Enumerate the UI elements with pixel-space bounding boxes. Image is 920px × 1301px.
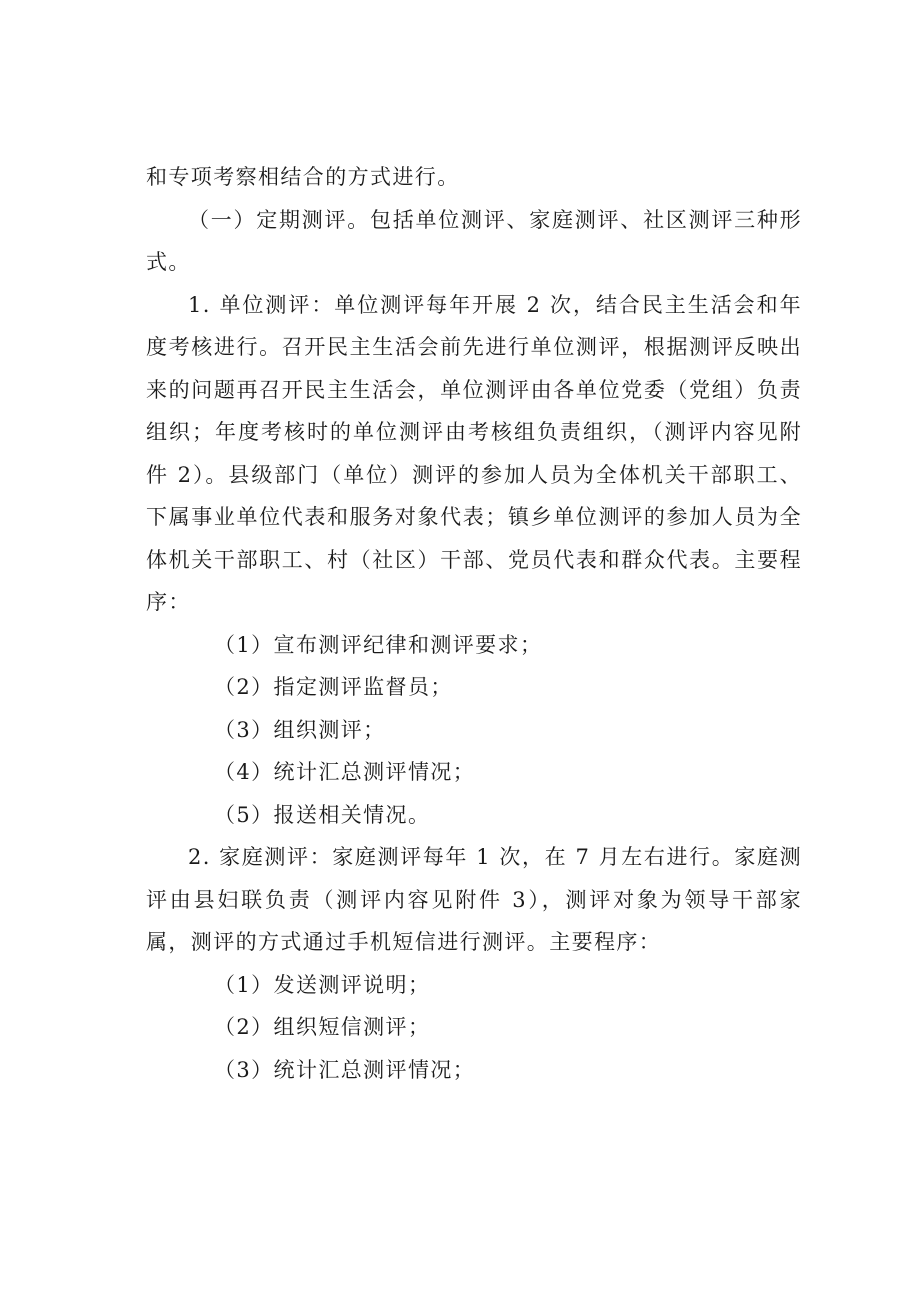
document-body — [146, 156, 802, 1091]
procedure-step: （2）指定测评监督员； — [214, 675, 453, 699]
item-unit-evaluation: 1. 单位测评：单位测评每年开展 2 次，结合民主生活会和年度考核进行。召开民主生活会前先进行单位测评，根据测评反映出来的问题再召开民主生活会，单位测评由各单位党委（党组）负责组织；年度考核时的单位测评由考核组负责组织，（测评内容见附件 2）。县级部门（单位）测评的参加人员为全体机关干部职工、下属事业单位代表和服务对象代表；镇乡单位测评的参加人员为全体机关干部职工、村（社区）干部、党员代表和群众代表。主要程序： — [146, 292, 802, 614]
procedure-step: （2）组织短信测评； — [214, 1015, 431, 1039]
procedure-step: （3）统计汇总测评情况； — [214, 1057, 476, 1082]
procedure-step: （1）宣布测评纪律和测评要求； — [214, 632, 543, 657]
item-family-evaluation: 2. 家庭测评：家庭测评每年 1 次，在 7 月左右进行。家庭测评由县妇联负责（测评内容见附件 3），测评对象为领导干部家属，测评的方式通过手机短信进行测评。主要程序： — [146, 845, 802, 954]
paragraph-continuation: 和专项考察相结合的方式进行。 — [146, 165, 460, 189]
procedure-step: （4）统计汇总测评情况； — [214, 760, 476, 784]
procedure-step: （1）发送测评说明； — [214, 972, 431, 997]
procedure-step: （3）组织测评； — [214, 717, 386, 742]
procedure-step: （5）报送相关情况。 — [214, 802, 431, 827]
section-heading-regular-evaluation: （一）定期测评。包括单位测评、家庭测评、社区测评三种形式。 — [146, 207, 802, 274]
